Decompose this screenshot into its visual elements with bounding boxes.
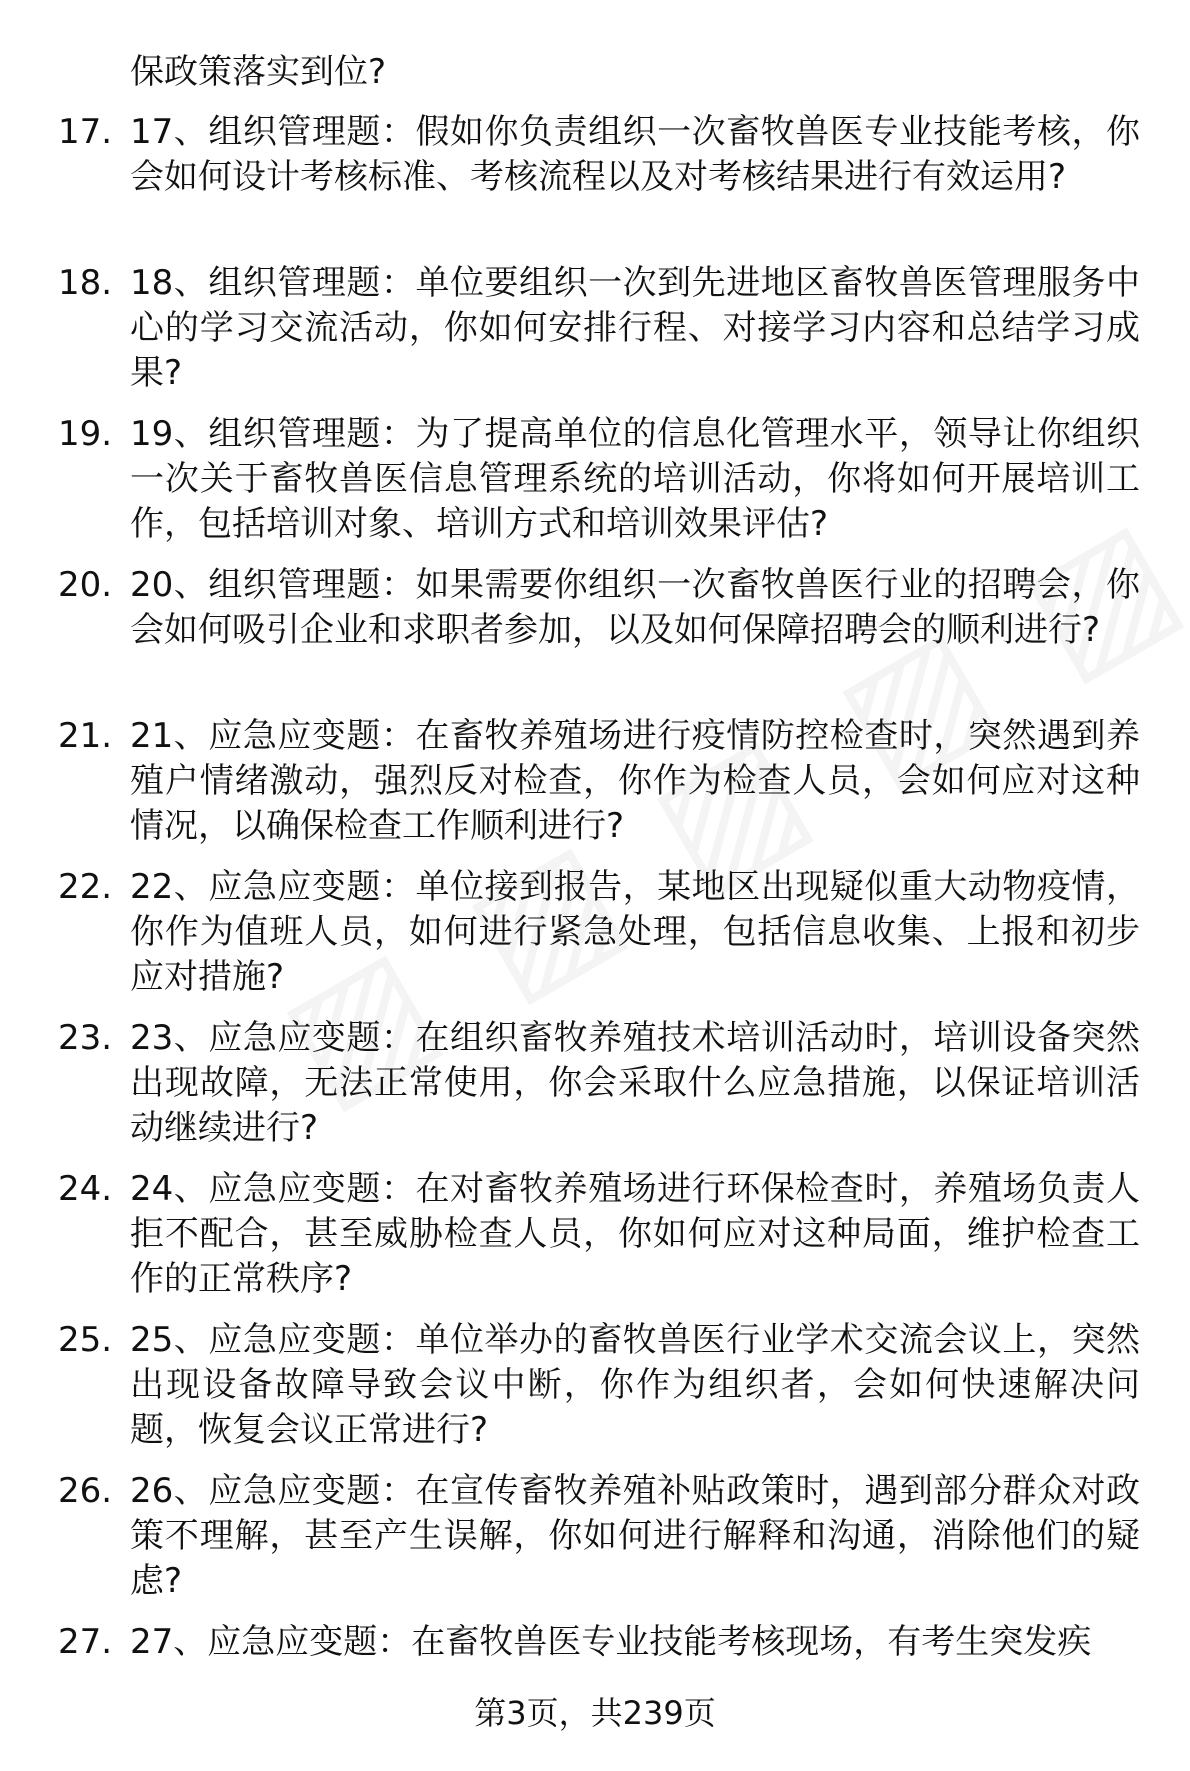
question-text: 21、应急应变题：在畜牧养殖场进行疫情防控检查时，突然遇到养殖户情绪激动，强烈反对检查，你作为检查人员，会如何应对这种情况，以确保检查工作顺利进行? [130, 716, 1140, 846]
question-item [0, 1167, 1190, 1318]
question-number: 26. [58, 1471, 113, 1511]
question-text: 17、组织管理题：假如你负责组织一次畜牧兽医专业技能考核，你会如何设计考核标准、考核流程以及对考核结果进行有效运用? [130, 112, 1140, 197]
question-text: 24、应急应变题：在对畜牧养殖场进行环保检查时，养殖场负责人拒不配合，甚至威胁检查人员，你如何应对这种局面，维护检查工作的正常秩序? [130, 1169, 1140, 1299]
question-item [0, 261, 1190, 412]
question-text: 26、应急应变题：在宣传畜牧养殖补贴政策时，遇到部分群众对政策不理解，甚至产生误解，你如何进行解释和沟通，消除他们的疑虑? [130, 1471, 1140, 1601]
question-text: 25、应急应变题：单位举办的畜牧兽医行业学术交流会议上，突然出现设备故障导致会议中断，你作为组织者，会如何快速解决问题，恢复会议正常进行? [130, 1320, 1140, 1450]
question-number: 21. [58, 716, 113, 756]
question-item [0, 412, 1190, 563]
question-text: 22、应急应变题：单位接到报告，某地区出现疑似重大动物疫情，你作为值班人员，如何进行紧急处理，包括信息收集、上报和初步应对措施? [130, 867, 1140, 997]
question-text: 18、组织管理题：单位要组织一次到先进地区畜牧兽医管理服务中心的学习交流活动，你如何安排行程、对接学习内容和总结学习成果? [130, 263, 1140, 393]
question-item [0, 110, 1190, 261]
continuation-text: 保政策落实到位? [130, 52, 387, 92]
question-text: 27、应急应变题：在畜牧兽医专业技能考核现场，有考生突发疾 [130, 1622, 1092, 1662]
question-number: 22. [58, 867, 113, 907]
question-number: 20. [58, 565, 113, 605]
question-item [0, 865, 1190, 1016]
question-item [0, 1016, 1190, 1167]
question-number: 17. [58, 112, 113, 152]
question-number: 27. [58, 1622, 113, 1662]
question-item [0, 563, 1190, 714]
question-item [0, 1469, 1190, 1620]
page-footer: 第3页，共239页 [474, 1694, 716, 1732]
question-text: 20、组织管理题：如果需要你组织一次畜牧兽医行业的招聘会，你会如何吸引企业和求职者参加，以及如何保障招聘会的顺利进行? [130, 565, 1140, 650]
question-item [0, 714, 1190, 865]
question-number: 18. [58, 263, 113, 303]
question-item [0, 1318, 1190, 1469]
question-number: 19. [58, 414, 113, 454]
question-text: 19、组织管理题：为了提高单位的信息化管理水平，领导让你组织一次关于畜牧兽医信息管理系统的培训活动，你将如何开展培训工作，包括培训对象、培训方式和培训效果评估? [130, 414, 1140, 544]
question-list [0, 110, 1190, 1771]
question-text: 23、应急应变题：在组织畜牧养殖技术培训活动时，培训设备突然出现故障，无法正常使用，你会采取什么应急措施，以保证培训活动继续进行? [130, 1018, 1140, 1148]
question-number: 25. [58, 1320, 113, 1360]
question-number: 24. [58, 1169, 113, 1209]
question-number: 23. [58, 1018, 113, 1058]
